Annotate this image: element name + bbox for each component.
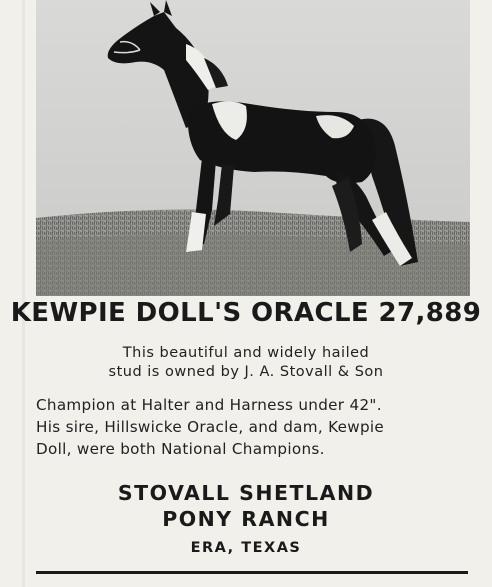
ownership-caption: [0, 344, 492, 382]
description-paragraph: [36, 394, 476, 460]
ranch-name-line: PONY RANCH: [162, 507, 330, 531]
ranch-location: ERA, TEXAS: [190, 540, 302, 556]
caption-line: stud is owned by J. A. Stovall & Son: [108, 364, 384, 380]
pony-photo: [36, 0, 470, 296]
ranch-name-line: STOVALL SHETLAND: [117, 481, 375, 505]
pony-name-heading: KEWPIE DOLL'S ORACLE 27,889: [10, 298, 482, 328]
description-line: His sire, Hillswicke Oracle, and dam, Kewpie: [36, 418, 385, 436]
bottom-divider: [36, 571, 468, 574]
caption-line: This beautiful and widely hailed: [122, 345, 370, 361]
description-line: Doll, were both National Champions.: [36, 440, 325, 458]
ranch-name: [0, 480, 492, 532]
description-line: Champion at Halter and Harness under 42".: [36, 396, 382, 414]
pony-illustration: [36, 0, 470, 296]
